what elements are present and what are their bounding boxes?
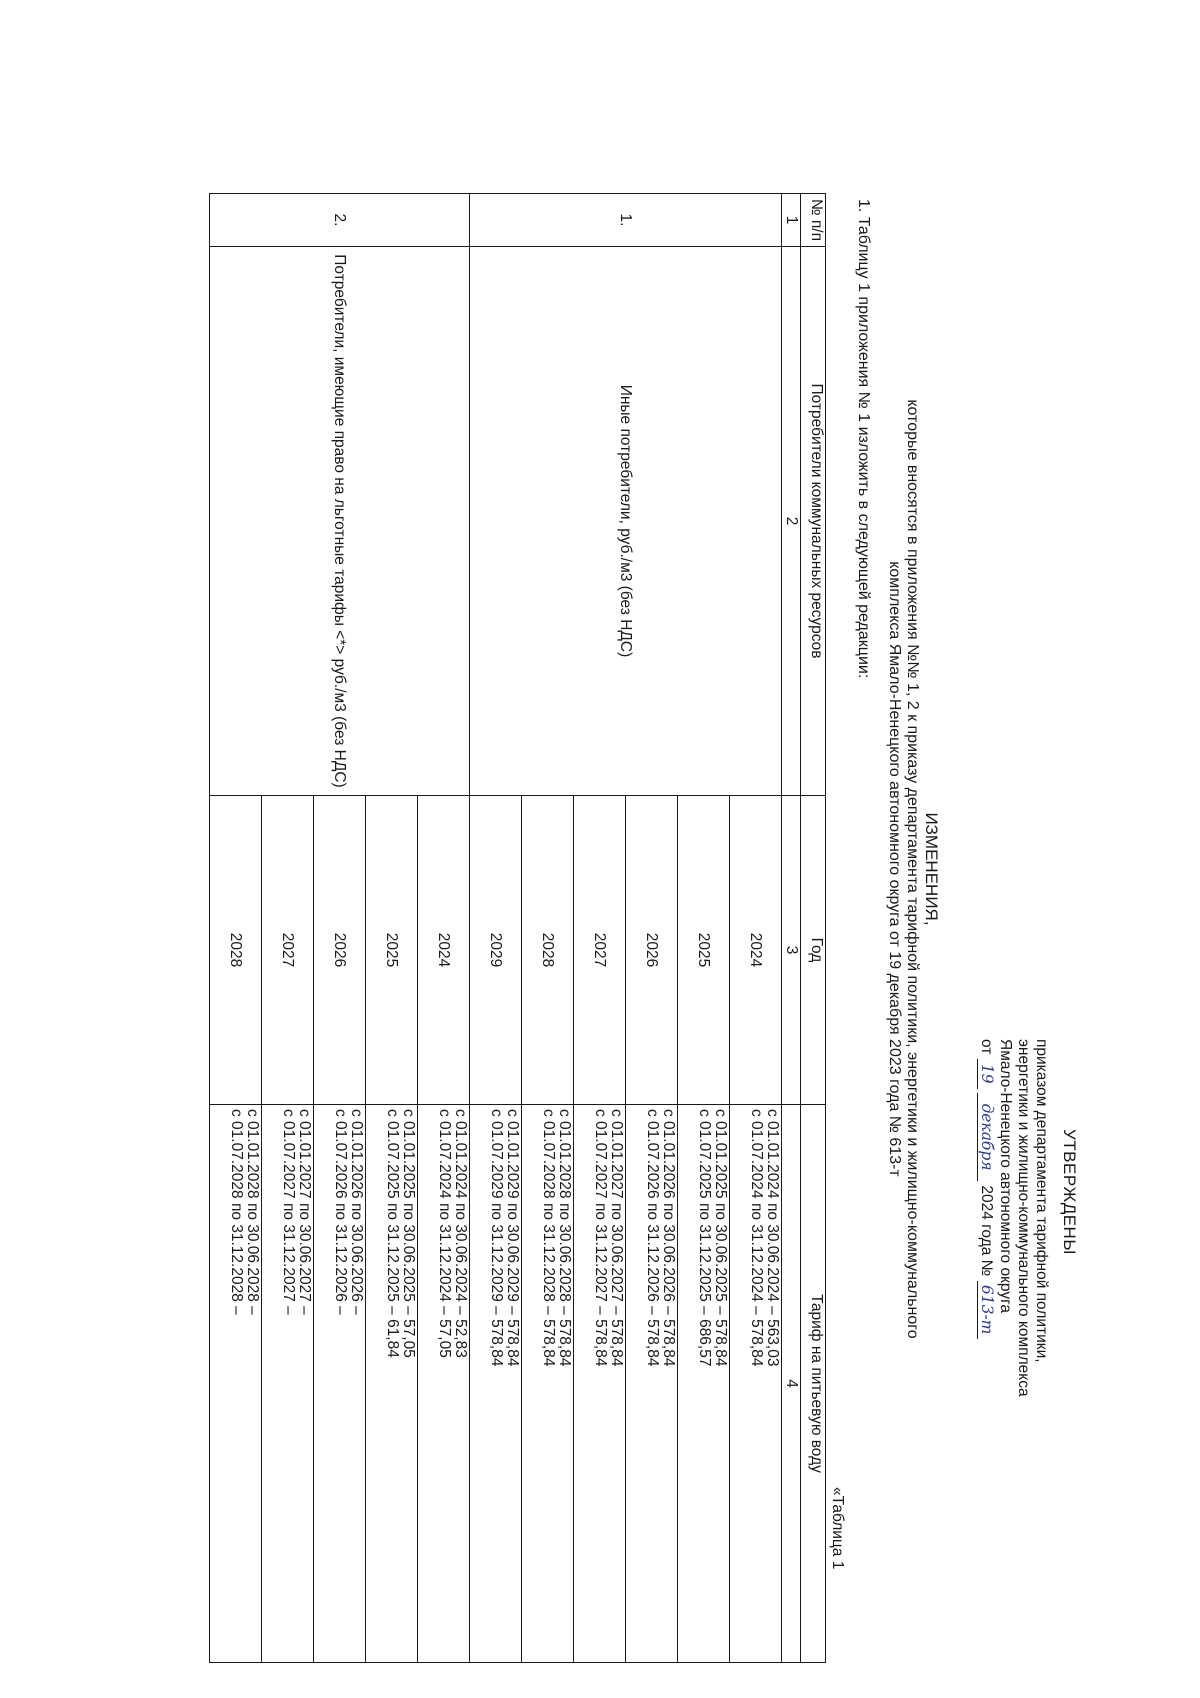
consumer-category-cell: Потребители, имеющие право на льготные тарифы <*> руб./м3 (без НДС) [210,247,470,796]
handwritten-day: 19 [977,1059,996,1089]
tariff-period: с 01.01.2029 по 30.06.2029 – 578,84 [504,1109,521,1367]
handwritten-month: декабря [977,1093,996,1181]
tariff-period: с 01.01.2025 по 30.06.2025 – 57,05 [400,1109,417,1358]
tariff-period: с 01.01.2025 по 30.06.2025 – 578,84 [712,1109,729,1367]
tariff-cell [522,1105,574,1663]
year-cell: 2026 [314,796,366,1105]
document-heading [885,129,940,1609]
tariff-period: с 01.01.2027 по 30.06.2027 – 578,84 [608,1109,625,1367]
table-row [730,194,782,1663]
header-cell: № п/п [801,194,826,247]
tariff-period: с 01.07.2025 по 31.12.2025 – 686,57 [696,1109,713,1367]
tariff-period: с 01.07.2026 по 31.12.2026 – [332,1109,349,1315]
column-number-cell: 2 [782,247,801,796]
tariff-period: с 01.07.2024 по 31.12.2024 – 57,05 [436,1109,453,1358]
header-cell: Год [801,796,826,1105]
approval-line: приказом департамента тарифной политики, [1033,1039,1050,1363]
date-prefix: от [978,1039,995,1055]
year-cell: 2024 [730,796,782,1105]
tariff-period: с 01.01.2026 по 30.06.2026 – [348,1109,365,1315]
year-cell: 2028 [210,796,262,1105]
approval-date-line [977,1039,996,1599]
year-cell: 2029 [470,796,522,1105]
year-cell: 2028 [522,796,574,1105]
tariff-period: с 01.01.2024 по 30.06.2024 – 563,03 [764,1109,781,1367]
tariff-cell [678,1105,730,1663]
tariff-period: с 01.07.2024 по 31.12.2024 – 578,84 [748,1109,765,1367]
tariff-period: с 01.01.2028 по 30.06.2028 – [244,1109,261,1315]
tariff-table [209,193,826,1663]
year-cell: 2026 [626,796,678,1105]
approval-line: Ямало-Ненецкого автономного округа [997,1039,1014,1314]
tariff-cell [730,1105,782,1663]
column-number-cell: 4 [782,1105,801,1663]
tariff-period: с 01.01.2024 по 30.06.2024 – 52,83 [452,1109,469,1358]
row-number-cell: 1. [470,194,782,247]
tariff-cell [262,1105,314,1663]
header-cell: Тариф на питьевую воду [801,1105,826,1663]
tariff-cell [574,1105,626,1663]
tariff-cell [470,1105,522,1663]
tariff-period: с 01.01.2028 по 30.06.2028 – 578,84 [556,1109,573,1367]
tariff-period: с 01.01.2027 по 30.06.2027 – [296,1109,313,1315]
approval-block [977,1039,1078,1599]
approval-title: УТВЕРЖДЕНЫ [1060,1129,1079,1255]
instruction-text: 1. Таблицу 1 приложения № 1 изложить в следующей редакции: [855,199,872,679]
tariff-cell [626,1105,678,1663]
row-number-cell: 2. [210,194,470,247]
tariff-cell [366,1105,418,1663]
tariff-period: с 01.07.2027 по 31.12.2027 – 578,84 [592,1109,609,1367]
handwritten-order-number: 613-т [977,1281,996,1339]
tariff-period: с 01.07.2025 по 31.12.2025 – 61,84 [384,1109,401,1358]
column-number-cell: 1 [782,194,801,247]
table-caption: «Таблица 1 [829,1487,846,1570]
header-cell: Потребители коммунальных ресурсов [801,247,826,796]
approval-line: энергетики и жилищно-коммунального комплекса [1015,1039,1032,1397]
tariff-period: с 01.01.2026 по 30.06.2026 – 578,84 [660,1109,677,1367]
tariff-period: с 01.07.2026 по 31.12.2026 – 578,84 [644,1109,661,1367]
column-number-cell: 3 [782,796,801,1105]
document-page [10,9,1190,1689]
tariff-period: с 01.07.2028 по 31.12.2028 – [228,1109,245,1315]
heading-line: комплекса Ямало-Ненецкого автономного округа от 19 декабря 2023 года № 613-т [886,561,903,1177]
tariff-cell [210,1105,262,1663]
date-year-text: 2024 года № [978,1185,995,1277]
tariff-period: с 01.07.2027 по 31.12.2027 – [280,1109,297,1315]
year-cell: 2025 [366,796,418,1105]
tariff-cell [314,1105,366,1663]
table-header-row [801,194,826,1663]
tariff-period: с 01.07.2029 по 31.12.2029 – 578,84 [488,1109,505,1367]
consumer-category-cell: Иные потребители, руб./м3 (без НДС) [470,247,782,796]
table-row [418,194,470,1663]
heading-title: ИЗМЕНЕНИЯ, [922,812,941,926]
heading-line: которые вносятся в приложения №№ 1, 2 к приказу департамента тарифной политики, энергетики и жилищно-коммунального [904,399,921,1339]
year-cell: 2025 [678,796,730,1105]
year-cell: 2027 [262,796,314,1105]
year-cell: 2024 [418,796,470,1105]
tariff-cell [418,1105,470,1663]
column-number-row [782,194,801,1663]
tariff-period: с 01.07.2028 по 31.12.2028 – 578,84 [540,1109,557,1367]
year-cell: 2027 [574,796,626,1105]
